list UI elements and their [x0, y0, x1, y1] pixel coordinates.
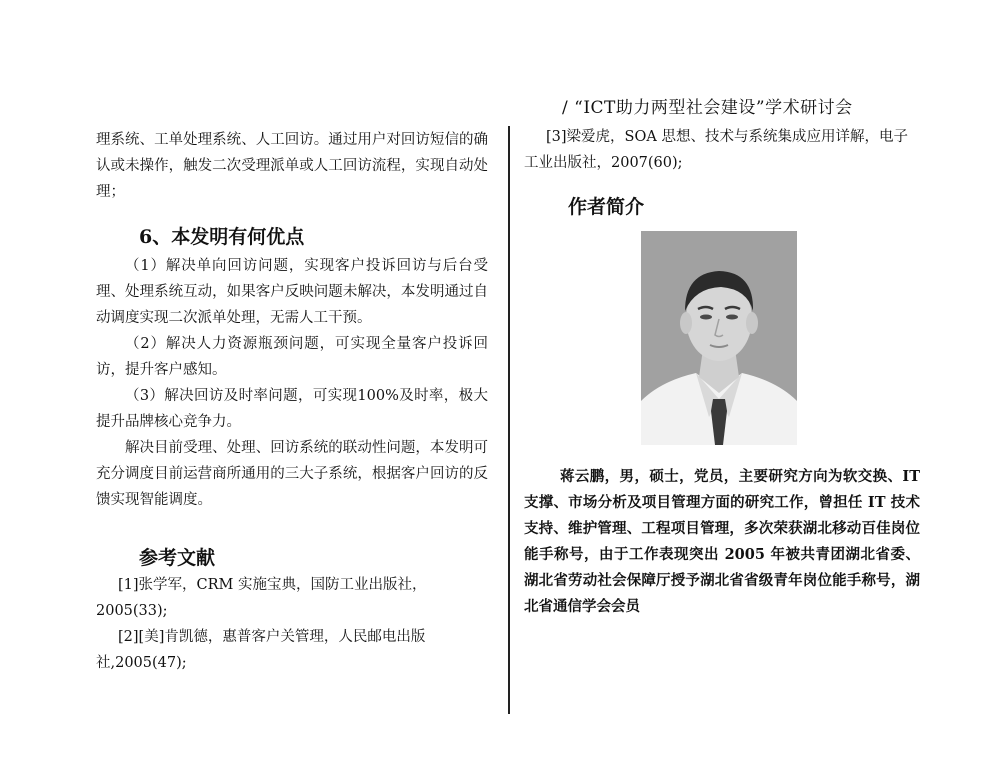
- column-divider: [508, 126, 510, 714]
- advantage-item-2: （2）解决人力资源瓶颈问题，可实现全量客户投诉回访，提升客户感知。: [96, 336, 488, 378]
- right-column: [524, 124, 920, 620]
- advantage-summary: 解决目前受理、处理、回访系统的联动性问题，本发明可充分调度目前运营商所通用的三大子系统，根据客户回访的反馈实现智能调度。: [96, 440, 488, 508]
- references-heading: 参考文献: [139, 547, 216, 569]
- reference-item-3: [3]梁爱虎，SOA 思想、技术与系统集成应用详解，电子工业出版社，2007(60);: [524, 129, 908, 171]
- reference-item-1: [1]张学军，CRM 实施宝典，国防工业出版社，2005(33);: [96, 577, 427, 619]
- author-portrait-image: [641, 231, 797, 445]
- advantage-item-3: （3）解决回访及时率问题，可实现100%及时率，极大提升品牌核心竞争力。: [96, 388, 488, 430]
- advantages-heading: 6、本发明有何优点: [139, 226, 305, 248]
- reference-item-2: [2][美]肯凯德，惠普客户关管理，人民邮电出版社,2005(47);: [96, 629, 426, 671]
- running-header: / “ICT助力两型社会建设”学术研讨会: [562, 98, 853, 118]
- advantage-item-1: （1）解决单向回访问题，实现客户投诉回访与后台受理、处理系统互动，如果客户反映问题未解决，本发明通过自动调度实现二次派单处理，无需人工干预。: [96, 258, 488, 326]
- author-bio: 蒋云鹏，男，硕士，党员，主要研究方向为软交换、IT 支撑、市场分析及项目管理方面的研究工作，曾担任 IT 技术支持、维护管理、工程项目管理，多次荣获湖北移动百佳岗位能手称号，由于工作表现突出 2005 年被共青团湖北省委、湖北省劳动社会保障厅授予湖北省省级青年岗位能手称号，湖北省通信学会会员: [524, 468, 920, 615]
- author-photo: [641, 231, 797, 445]
- author-heading: 作者简介: [568, 196, 645, 218]
- intro-paragraph: 理系统、工单处理系统、人工回访。通过用户对回访短信的确认或未操作，触发二次受理派单或人工回访流程，实现自动处理；: [96, 132, 488, 200]
- left-column: [96, 127, 488, 676]
